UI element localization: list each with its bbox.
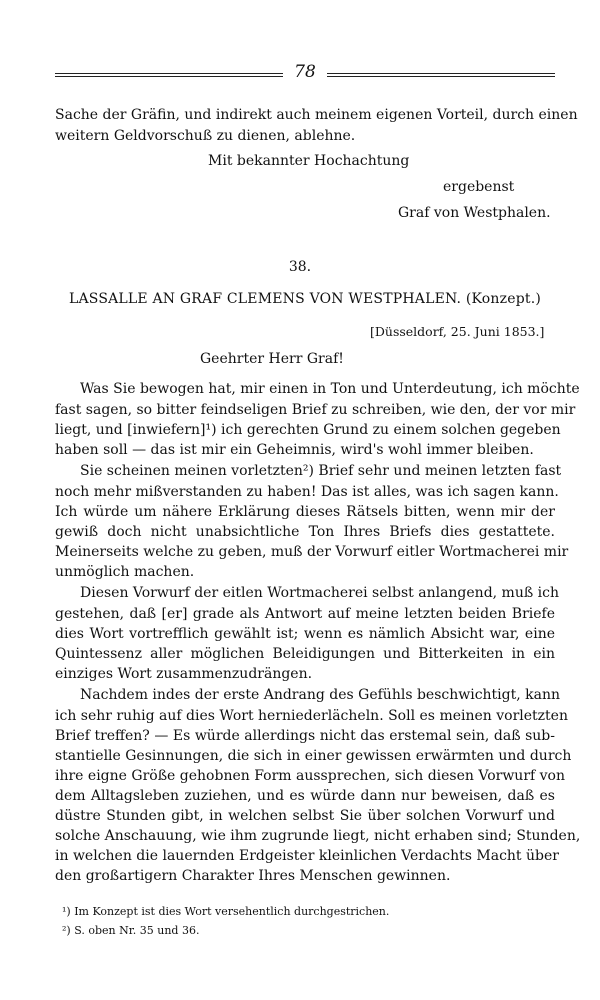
letter-title: LASSALLE AN GRAF CLEMENS VON WESTPHALEN. (Konzept.) [68,291,542,307]
text-line: ihre eigne Größe gehobnen Form aussprechen, sich diesen Vorwurf von [55,768,565,784]
text-line: den großartigern Charakter Ihres Menschen gewinnen. [55,868,451,884]
text-line: Brief treffen? — Es würde allerdings nicht das erstemal sein, daß sub- [55,728,555,744]
signature: Graf von Westphalen. [398,205,551,221]
text-line: weitern Geldvorschuß zu dienen, ablehne. [55,128,356,144]
text-line: unmöglich machen. [55,564,195,580]
text-line: dem Alltagsleben zuziehen, und es würde dann nur beweisen, daß es [55,788,555,804]
text-line: Meinerseits welche zu geben, muß der Vorwurf eitler Wortmacherei mir [55,544,569,560]
text-line: Ich würde um nähere Erklärung dieses Rätsels bitten, wenn mir der [55,504,555,520]
salutation: Geehrter Herr Graf! [200,351,344,367]
text-line: einziges Wort zusammenzudrängen. [55,666,313,682]
closing-ergebenst: ergebenst [443,179,515,195]
text-line: dies Wort vortrefflich gewählt ist; wenn es nämlich Absicht war, eine [55,626,555,642]
text-line: Sache der Gräfin, und indirekt auch meinem eigenen Vorteil, durch einen [55,107,578,123]
footnote: ¹) Im Konzept ist dies Wort versehentlich durchgestrichen. [62,905,390,918]
closing-phrase: Mit bekannter Hochachtung [208,153,410,169]
text-line: ich sehr ruhig auf dies Wort herniederlächeln. Soll es meinen vorletzten [55,708,568,724]
text-line: Sie scheinen meinen vorletzten²) Brief sehr und meinen letzten fast [80,463,562,479]
text-line: düstre Stunden gibt, in welchen selbst Sie über solchen Vorwurf und [55,808,555,824]
text-line: gestehen, daß [er] grade als Antwort auf meine letzten beiden Briefe [55,606,555,622]
text-line: gewiß doch nicht unabsichtliche Ton Ihres Briefs dies gestattete. [55,524,555,540]
place-date: [Düsseldorf, 25. Juni 1853.] [370,324,545,339]
text-line: Was Sie bewogen hat, mir einen in Ton und Unterdeutung, ich möchte [80,381,580,397]
footnote: ²) S. oben Nr. 35 und 36. [62,924,200,937]
text-line: Nachdem indes der erste Andrang des Gefühls beschwichtigt, kann [80,687,561,703]
page-header [55,62,555,86]
text-line: stantielle Gesinnungen, die sich in einer gewissen erwärmten und durch [55,748,572,764]
page-number: 78 [294,62,316,82]
text-line: solche Anschauung, wie ihm zugrunde liegt, nicht erhaben sind; Stunden, [55,828,581,844]
text-line: Diesen Vorwurf der eitlen Wortmacherei selbst anlangend, muß ich [80,585,559,601]
text-line: Quintessenz aller möglichen Beleidigungen und Bitterkeiten in ein [55,646,555,662]
text-line: noch mehr mißverstanden zu haben! Das ist alles, was ich sagen kann. [55,484,559,500]
text-line: liegt, und [inwiefern]¹) ich gerechten Grund zu einem solchen gegeben [55,422,561,438]
text-line: fast sagen, so bitter feindseligen Brief zu schreiben, wie den, der vor mir [55,402,576,418]
text-line: haben soll — das ist mir ein Geheimnis, wird's wohl immer bleiben. [55,442,534,458]
letter-number: 38. [288,259,312,275]
header-rule-right [327,73,555,77]
text-line: in welchen die lauernden Erdgeister kleinlichen Verdachts Macht über [55,848,559,864]
